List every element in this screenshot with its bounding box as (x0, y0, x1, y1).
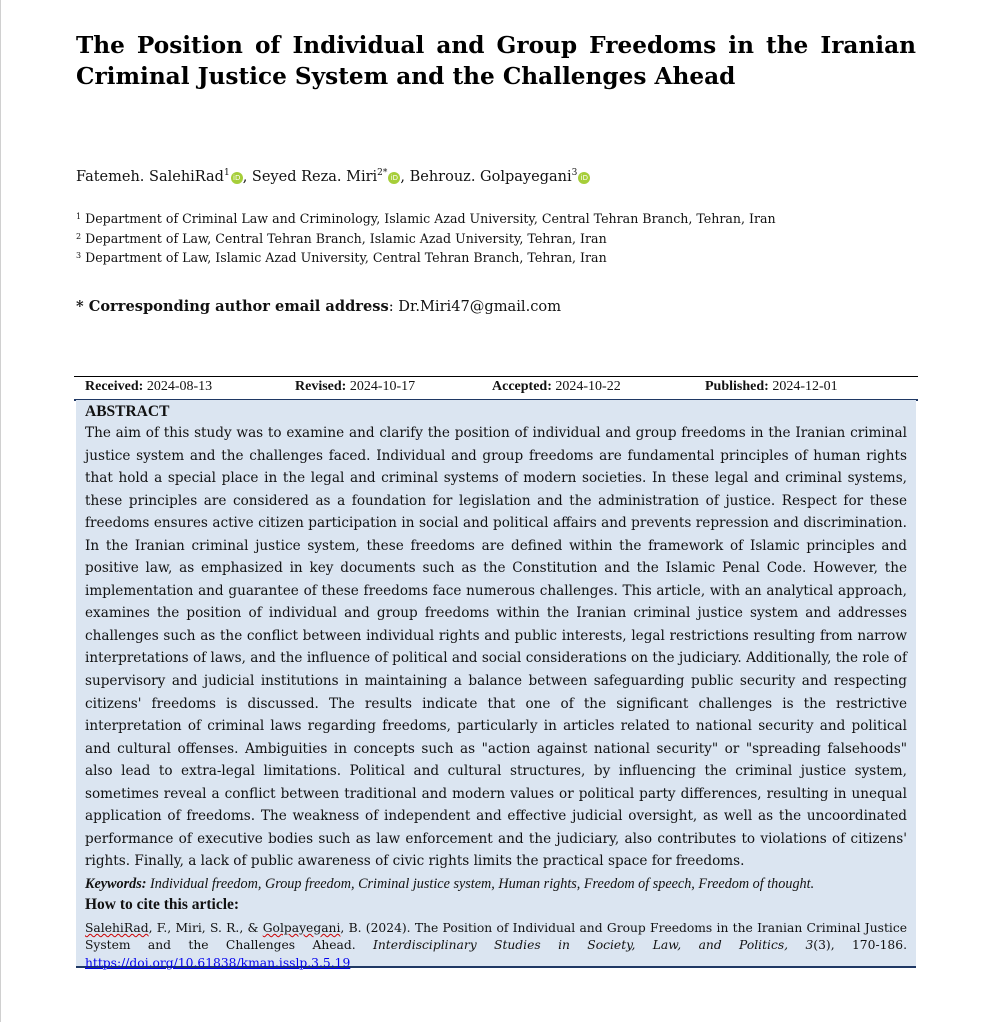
cite-author-1: SalehiRad (85, 920, 149, 935)
affiliation-text: Department of Law, Central Tehran Branch, Islamic Azad University, Tehran, Iran (85, 230, 607, 246)
accepted-value: 2024-10-22 (555, 379, 621, 394)
author-separator: , (400, 169, 410, 185)
accepted-date (492, 379, 621, 395)
received-value: 2024-08-13 (146, 379, 213, 394)
cite-part-3: (3), 170-186. (813, 938, 907, 953)
cite-heading: How to cite this article: (85, 895, 240, 913)
keywords-label: Keywords: (85, 875, 147, 892)
affiliation-item (76, 208, 776, 228)
affiliation-text: Department of Criminal Law and Criminology, Islamic Azad University, Central Tehran Branch, Tehran, Iran (85, 211, 776, 226)
cite-part-1: , F., Miri, S. R., & (148, 920, 263, 935)
cite-journal: Interdisciplinary Studies in Society, Law, and Politics, 3 (373, 938, 814, 953)
affiliation-number: 2 (76, 231, 82, 241)
published-value: 2024-12-01 (772, 379, 838, 394)
received-label: Received: (85, 379, 144, 394)
published-date (705, 379, 838, 395)
keywords-line (85, 874, 907, 894)
page-left-edge (0, 0, 1, 1022)
author-affil-marker: 1 (223, 168, 230, 178)
author-separator: , (242, 169, 252, 185)
cite-author-3: Golpayegani (262, 920, 341, 935)
affiliation-number: 1 (76, 212, 82, 221)
affiliation-text: Department of Law, Islamic Azad University, Central Tehran Branch, Tehran, Iran (85, 250, 607, 266)
revised-label: Revised: (295, 379, 347, 394)
author-affil-marker: 2* (377, 168, 388, 178)
corresponding-email[interactable]: Dr.Miri47@gmail.com (398, 298, 562, 315)
cite-part-2: , B. (2024). The Position of Individual and Group Freedoms in the Iranian Criminal Justice System and the Challenges Ahead. (85, 920, 907, 953)
corresponding-label: * Corresponding author email address (76, 298, 389, 315)
author-name[interactable]: Seyed Reza. Miri (251, 169, 378, 185)
affiliation-list (76, 208, 776, 267)
affiliation-item (76, 228, 776, 248)
author-affil-marker: 3 (571, 168, 578, 178)
affiliation-item (76, 247, 776, 267)
revised-value: 2024-10-17 (349, 379, 416, 394)
published-label: Published: (705, 379, 769, 394)
orcid-icon[interactable]: iD (231, 172, 243, 184)
revised-date (295, 379, 415, 395)
paper-title: The Position of Individual and Group Freedoms in the Iranian Criminal Justice System and the Challenges Ahead (76, 32, 916, 90)
abstract-heading: ABSTRACT (85, 403, 170, 420)
author-name[interactable]: Fatemeh. SalehiRad (76, 169, 224, 185)
keywords-list: Individual freedom, Group freedom, Criminal justice system, Human rights, Freedom of speech, Freedom of thought. (150, 875, 815, 892)
orcid-icon[interactable]: iD (578, 172, 590, 184)
abstract-box (76, 400, 916, 968)
received-date (85, 379, 212, 395)
abstract-text: The aim of this study was to examine and clarify the position of individual and group freedoms in the Iranian criminal justice system and the challenges faced. Individual and group freedoms are fundamental principles of human rights that hold a special place in the legal and criminal systems of modern societies. In these legal and criminal systems, these principles are considered as a foundation for legislation and the administration of justice. Respect for these freedoms ensures active citizen participation in social and political affairs and prevents repression and discrimination. In the Iranian criminal justice system, these freedoms are defined within the framework of Islamic principles and positive law, as emphasized in key documents such as the Constitution and the Islamic Penal Code. However, the implementation and guarantee of these freedoms face numerous challenges. This article, with an analytical approach, examines the position of individual and group freedoms within the Iranian criminal justice system and addresses challenges such as the conflict between individual rights and public interests, legal restrictions resulting from narrow interpretations of laws, and the influence of political and social considerations on the judiciary. Additionally, the role of supervisory and judicial institutions in maintaining a balance between safeguarding public security and respecting citizens' freedoms is discussed. The results indicate that one of the significant challenges is the restrictive interpretation of criminal laws regarding freedoms, particularly in articles related to national security and political and cultural offenses. Ambiguities in concepts such as "action against national security" or "spreading falsehoods" also lead to extra-legal limitations. Political and cultural structures, by influencing the criminal justice system, sometimes reveal a conflict between traditional and modern values or political party differences, resulting in unequal application of freedoms. The weakness of independent and effective judicial oversight, as well as the uncoordinated performance of executive bodies such as law enforcement and the judiciary, also contributes to violations of citizens' rights. Finally, a lack of public awareness of civic rights limits the practical space for freedoms. (85, 425, 907, 870)
dates-bar (74, 376, 918, 401)
accepted-label: Accepted: (492, 379, 552, 394)
author-name[interactable]: Behrouz. Golpayegani (409, 169, 572, 185)
corresponding-author: * Corresponding author email address: Dr.Miri47@gmail.com (76, 298, 562, 315)
orcid-icon[interactable]: iD (388, 172, 400, 184)
doi-link[interactable]: https://doi.org/10.61838/kman.isslp.3.5.19 (85, 955, 351, 970)
citation-text (85, 920, 907, 973)
author-list (76, 168, 590, 185)
affiliation-number: 3 (76, 251, 82, 261)
